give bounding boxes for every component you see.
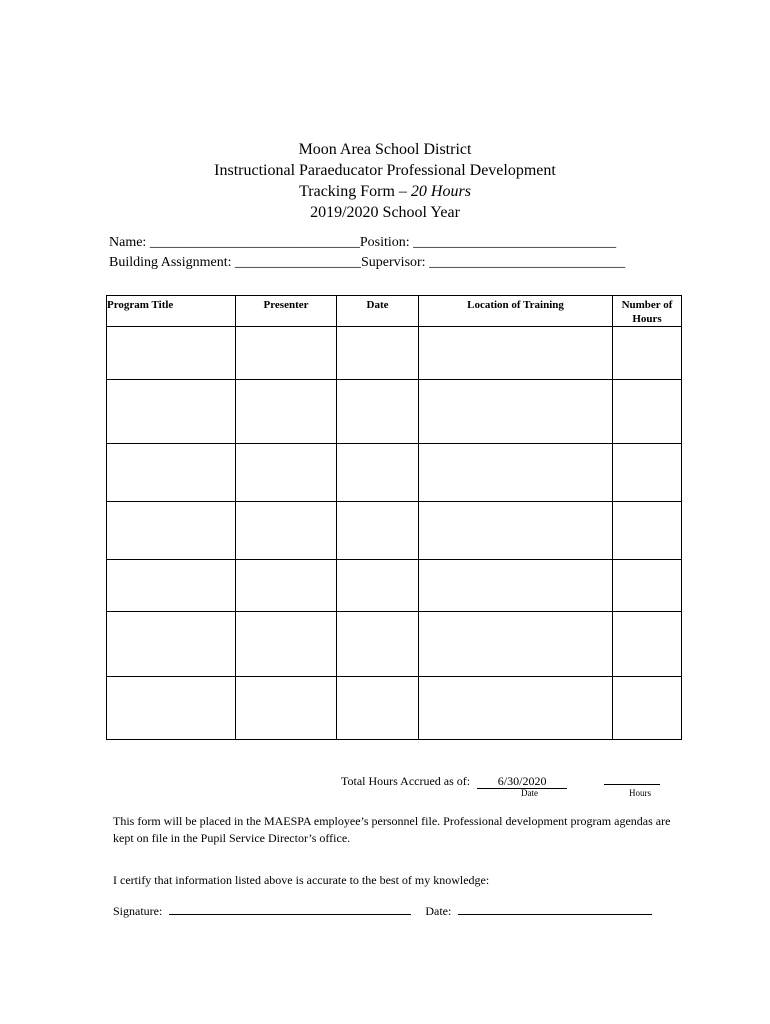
signature-row xyxy=(113,902,652,919)
presenter-cell[interactable] xyxy=(236,502,337,560)
presenter-cell[interactable] xyxy=(236,327,337,380)
program-title-cell[interactable] xyxy=(107,677,236,740)
hours-caption: Hours xyxy=(629,788,651,798)
form-title-block xyxy=(0,139,770,223)
location-cell[interactable] xyxy=(419,444,613,502)
header-program-title: Program Title xyxy=(107,296,236,327)
presenter-cell[interactable] xyxy=(236,380,337,444)
hours-cell[interactable] xyxy=(613,612,682,677)
table-row xyxy=(107,612,682,677)
table-header-row xyxy=(107,296,682,327)
signature-date-label: Date: xyxy=(425,904,452,918)
table-row xyxy=(107,380,682,444)
certification-statement: I certify that information listed above is accurate to the best of my knowledge: xyxy=(113,873,490,887)
date-cell[interactable] xyxy=(337,444,419,502)
header-presenter: Presenter xyxy=(236,296,337,327)
table-row xyxy=(107,502,682,560)
building-supervisor-row xyxy=(109,253,625,273)
form-hours-emphasis: 20 Hours xyxy=(410,183,471,200)
program-title-cell[interactable] xyxy=(107,560,236,612)
supervisor-field[interactable]: Supervisor: ____________________________ xyxy=(361,255,626,270)
table-row xyxy=(107,444,682,502)
date-cell[interactable] xyxy=(337,612,419,677)
hours-cell[interactable] xyxy=(613,327,682,380)
total-hours-row xyxy=(341,772,660,789)
date-cell[interactable] xyxy=(337,327,419,380)
table-row xyxy=(107,560,682,612)
position-field[interactable]: Position: _____________________________ xyxy=(359,235,617,250)
building-field[interactable]: Building Assignment: __________________ xyxy=(109,255,362,270)
presenter-cell[interactable] xyxy=(236,560,337,612)
presenter-cell[interactable] xyxy=(236,612,337,677)
location-cell[interactable] xyxy=(419,327,613,380)
total-hours-date-field[interactable]: 6/30/2020 xyxy=(477,774,567,789)
hours-cell[interactable] xyxy=(613,444,682,502)
date-caption: Date xyxy=(521,788,538,798)
hours-cell[interactable] xyxy=(613,502,682,560)
training-log-table xyxy=(106,295,682,740)
location-cell[interactable] xyxy=(419,560,613,612)
form-name-prefix: Tracking Form – xyxy=(299,183,411,200)
hours-cell[interactable] xyxy=(613,677,682,740)
program-name: Instructional Paraeducator Professional Development xyxy=(214,162,556,179)
school-year: 2019/2020 School Year xyxy=(310,204,460,221)
date-cell[interactable] xyxy=(337,380,419,444)
location-cell[interactable] xyxy=(419,612,613,677)
hours-cell[interactable] xyxy=(613,560,682,612)
district-name: Moon Area School District xyxy=(298,141,472,158)
date-cell[interactable] xyxy=(337,502,419,560)
program-title-cell[interactable] xyxy=(107,502,236,560)
presenter-cell[interactable] xyxy=(236,444,337,502)
form-name xyxy=(0,181,770,202)
header-number-of-hours: Number of Hours xyxy=(613,296,682,327)
presenter-cell[interactable] xyxy=(236,677,337,740)
signature-label: Signature: xyxy=(113,904,163,918)
total-hours-field[interactable] xyxy=(604,772,660,785)
location-cell[interactable] xyxy=(419,502,613,560)
program-title-cell[interactable] xyxy=(107,612,236,677)
table-row xyxy=(107,327,682,380)
header-location: Location of Training xyxy=(419,296,613,327)
hours-cell[interactable] xyxy=(613,380,682,444)
name-position-row xyxy=(109,233,625,253)
program-title-cell[interactable] xyxy=(107,444,236,502)
personnel-file-notice: This form will be placed in the MAESPA employee’s personnel file. Professional development program agendas are kept on file in the Pupil Service Director’s office. xyxy=(113,814,671,845)
name-field[interactable]: Name: ______________________________ xyxy=(109,235,360,250)
table-row xyxy=(107,677,682,740)
employee-fields xyxy=(109,233,625,273)
signature-date-field[interactable] xyxy=(458,902,652,915)
program-title-cell[interactable] xyxy=(107,380,236,444)
location-cell[interactable] xyxy=(419,677,613,740)
date-cell[interactable] xyxy=(337,560,419,612)
header-date: Date xyxy=(337,296,419,327)
total-hours-label: Total Hours Accrued as of: xyxy=(341,774,471,788)
program-title-cell[interactable] xyxy=(107,327,236,380)
location-cell[interactable] xyxy=(419,380,613,444)
date-cell[interactable] xyxy=(337,677,419,740)
signature-field[interactable] xyxy=(169,902,411,915)
